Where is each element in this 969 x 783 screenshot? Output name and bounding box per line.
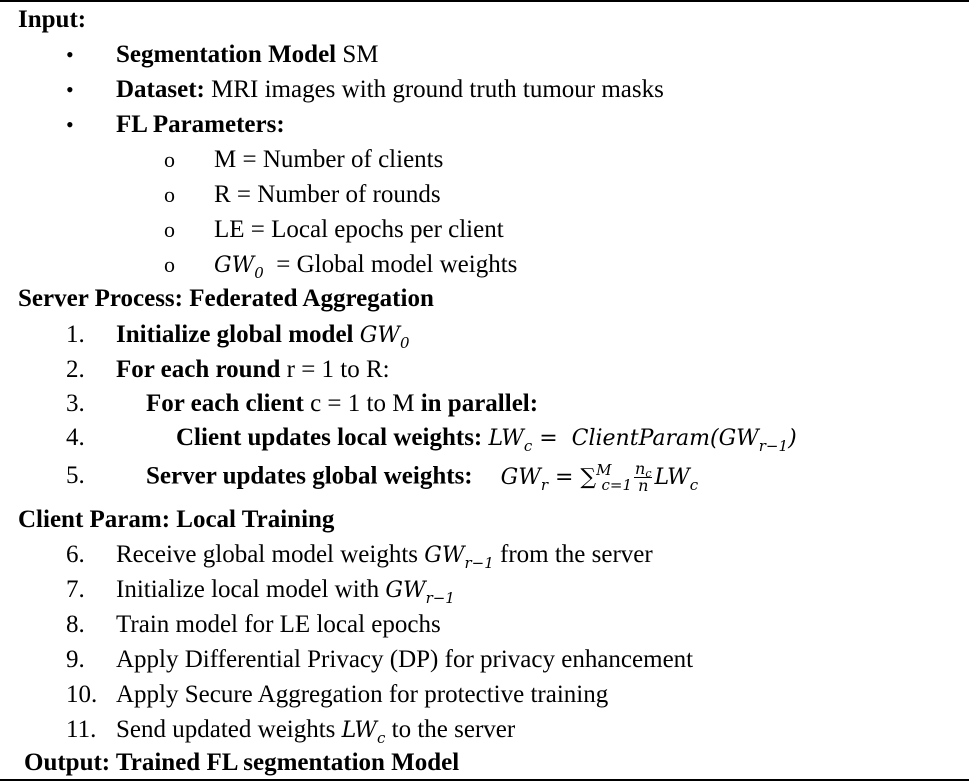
client-step-10 [0, 680, 969, 710]
math-gw0: $GW_0$ [359, 323, 410, 352]
param-item [0, 250, 969, 280]
step-label: Initialize global model [116, 321, 360, 348]
server-heading: Server Process: Federated Aggregation [18, 285, 434, 312]
math-lwc: $LW_c$ [341, 718, 386, 747]
circle-bullet-icon: o [164, 182, 175, 207]
bullet-text: SM [336, 41, 379, 68]
input-bullet-item [0, 40, 969, 70]
circle-bullet-icon: o [164, 252, 175, 277]
step-text: Apply Differential Privacy (DP) for privacy enhancement [116, 646, 694, 673]
param-text: LE = Local epochs per client [214, 216, 504, 243]
step-number: 10. [66, 681, 98, 708]
step-text: r = 1 to R: [280, 356, 390, 383]
client-step-7 [0, 575, 969, 605]
server-step-1 [0, 320, 969, 350]
bullet-icon: • [66, 77, 74, 102]
step-text: Receive global model weights [116, 541, 425, 568]
param-text: = Global model weights [263, 251, 518, 278]
bottom-rule [0, 779, 969, 781]
step-label-2: in parallel: [420, 390, 539, 417]
client-step-11 [0, 715, 969, 745]
client-step-9 [0, 645, 969, 675]
step-text: Apply Secure Aggregation for protective training [116, 681, 609, 708]
step-number: 8. [66, 611, 85, 638]
server-step-3 [0, 389, 969, 419]
param-item [0, 180, 969, 210]
param-text: M = Number of clients [214, 146, 444, 173]
step-label: For each round [116, 356, 281, 383]
client-heading: Client Param: Local Training [18, 506, 335, 533]
math-server-update: $GW_r = \sum^M_{c=1}$ $\frac{n_c}{n}$ $LW_c$ [500, 459, 699, 495]
bullet-label: FL Parameters: [116, 111, 285, 138]
step-text: c = 1 to M [303, 390, 421, 417]
circle-bullet-icon: o [164, 147, 175, 172]
step-number: 2. [66, 356, 85, 383]
server-step-2 [0, 355, 969, 385]
step-number: 7. [66, 576, 85, 603]
step-label: For each client [146, 390, 304, 417]
step-number: 9. [66, 646, 85, 673]
client-step-8 [0, 610, 969, 640]
step-number: 4. [66, 424, 85, 451]
server-step-5 [0, 459, 969, 495]
step-number: 3. [66, 390, 85, 417]
output-heading: Output: Trained FL segmentation Model [24, 749, 460, 776]
math-gw-r-1: $GW_{r-1}$ [424, 543, 494, 572]
param-item [0, 145, 969, 175]
bullet-icon: • [66, 112, 74, 137]
input-bullet-item [0, 75, 969, 105]
step-text: Initialize local model with [116, 576, 386, 603]
param-item [0, 215, 969, 245]
param-text: R = Number of rounds [214, 181, 441, 208]
bullet-label: Segmentation Model [116, 41, 337, 68]
step-number: 5. [66, 462, 85, 489]
bullet-icon: • [66, 42, 74, 67]
step-text: Send updated weights [116, 716, 342, 743]
step-text-2: from the server [493, 541, 653, 568]
step-number: 6. [66, 541, 85, 568]
top-rule [0, 0, 969, 2]
input-heading: Input: [18, 6, 87, 33]
step-number: 1. [66, 321, 85, 348]
step-text: Train model for LE local epochs [116, 611, 441, 638]
step-text-2: to the server [385, 716, 516, 743]
math-gw0: $GW_0$ [214, 253, 264, 282]
input-bullet-item [0, 110, 969, 140]
bullet-label: Dataset: [116, 76, 205, 103]
step-number: 11. [66, 716, 97, 743]
step-label: Client updates local weights: [176, 424, 489, 451]
math-gw-r-1: $GW_{r-1}$ [385, 578, 455, 607]
client-step-6 [0, 540, 969, 570]
fraction: $\frac{n_c}{n}$ [635, 459, 652, 495]
bullet-text: MRI images with ground truth tumour masks [204, 76, 664, 103]
circle-bullet-icon: o [164, 217, 175, 242]
math-client-update: $LW_c$ = $ClientParam(GW_{r-1})$ [488, 426, 797, 455]
step-label: Server updates global weights: [146, 462, 473, 490]
server-step-4 [0, 423, 969, 453]
